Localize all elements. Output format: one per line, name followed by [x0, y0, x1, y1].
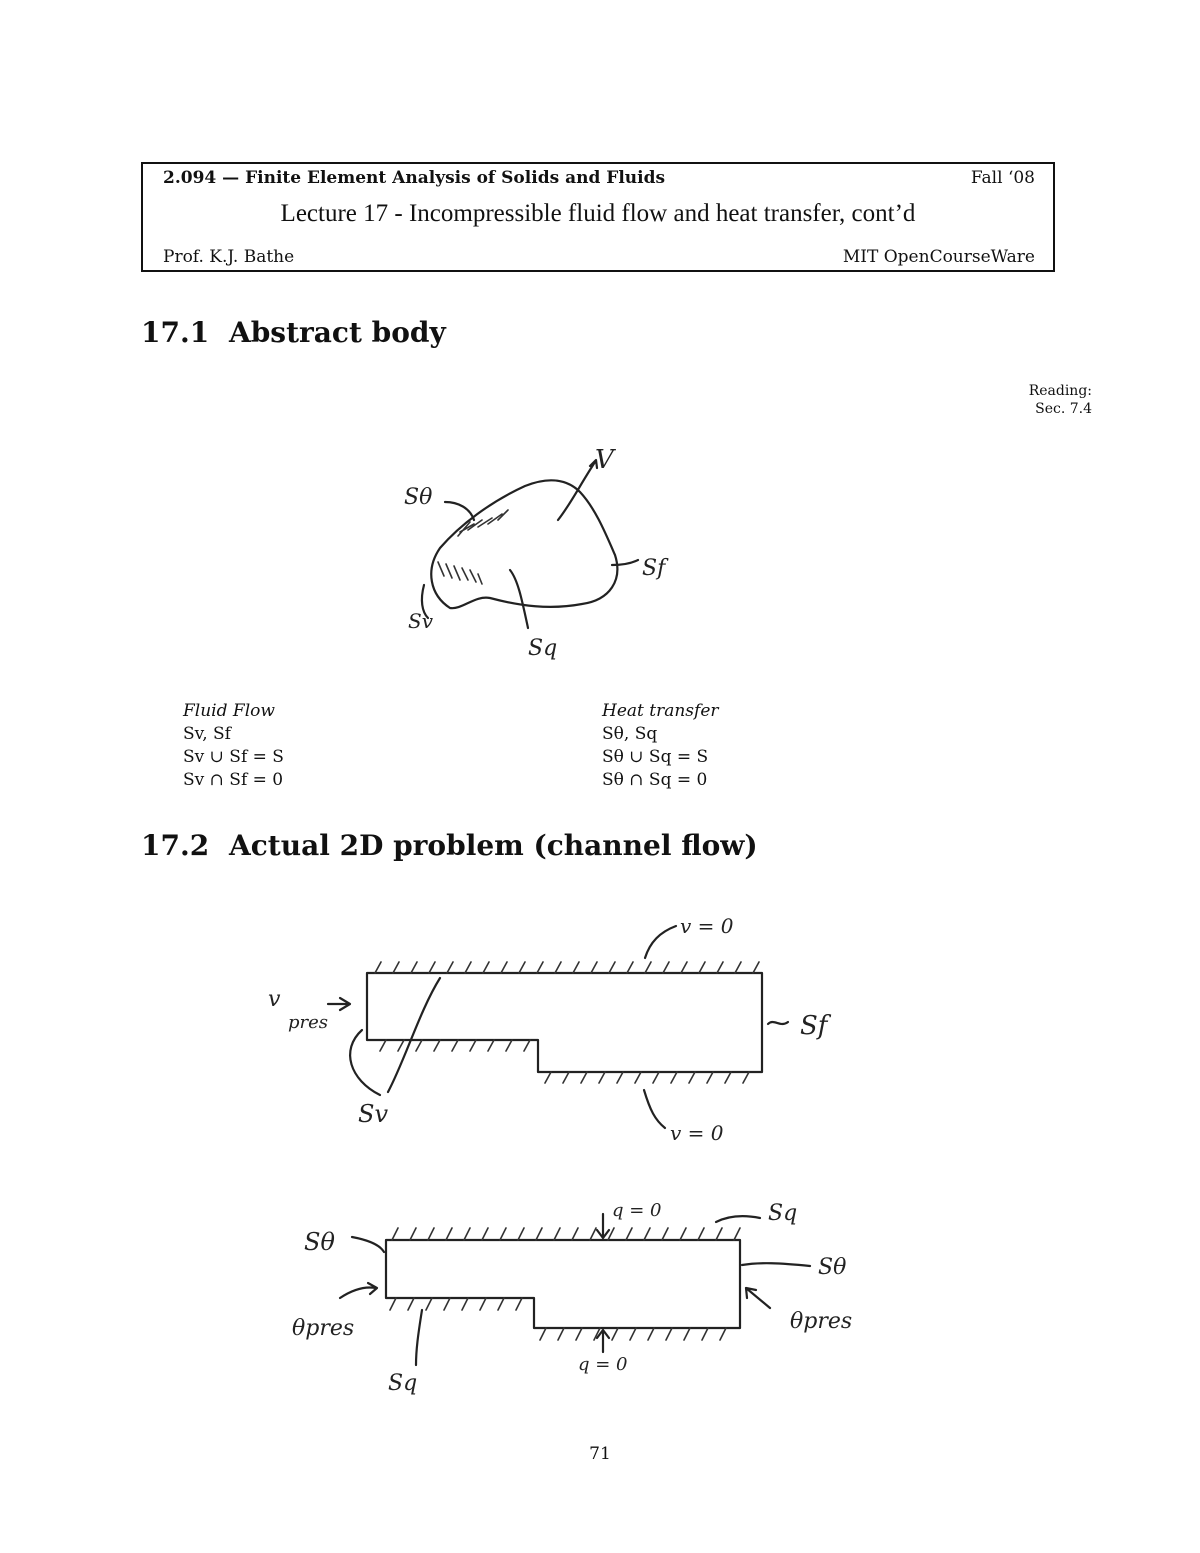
section-title: Actual 2D problem (channel flow) [229, 829, 758, 862]
theta-pres-left-label: θpres [292, 1316, 355, 1341]
v-pres-label: v [268, 987, 281, 1012]
page-number: 71 [589, 1444, 611, 1464]
section-title: Abstract body [229, 316, 446, 349]
s-q-top-label: Sq [768, 1201, 798, 1226]
professor: Prof. K.J. Bathe [163, 247, 295, 267]
fluid-flow-heading: Fluid Flow [183, 701, 275, 721]
v-zero-bottom-label: v = 0 [670, 1121, 724, 1145]
s-theta-right-label: Sθ [818, 1255, 847, 1280]
s-f-label: Sf [800, 1011, 828, 1041]
section-number: 17.2 [141, 829, 210, 862]
s-q-bottom-label: Sq [388, 1371, 418, 1396]
fluid-flow-line: Sv ∪ Sf = S [183, 747, 284, 767]
term: Fall ‘08 [970, 168, 1035, 188]
pres-label: pres [288, 1012, 329, 1033]
abstract-body-figure [390, 440, 690, 680]
course-title: 2.094 — Finite Element Analysis of Solids and Fluids [163, 168, 666, 188]
heat-transfer-figure [240, 1190, 880, 1420]
theta-pres-right-label: θpres [790, 1309, 853, 1334]
fluid-flow-block [183, 700, 284, 792]
heat-transfer-line: Sθ, Sq [602, 724, 658, 744]
heat-transfer-block [602, 700, 719, 792]
heat-transfer-heading: Heat transfer [602, 701, 719, 721]
reading-note [1000, 382, 1092, 418]
reading-label: Reading: [1028, 383, 1092, 399]
section-number: 17.1 [141, 316, 210, 349]
v-zero-top-label: v = 0 [680, 914, 734, 938]
v-label: V [595, 445, 614, 475]
reading-section: Sec. 7.4 [1035, 401, 1092, 417]
lecture-title: Lecture 17 - Incompressible fluid flow and heat transfer, cont’d [280, 200, 916, 227]
heat-transfer-line: Sθ ∪ Sq = S [602, 747, 709, 767]
s-q-label: Sq [528, 636, 558, 661]
s-f-label: Sf [642, 556, 666, 581]
s-v-label: Sv [408, 609, 433, 633]
s-v-label: Sv [358, 1100, 388, 1128]
q-zero-top-label: q = 0 [612, 1200, 662, 1221]
channel-flow-figure [240, 900, 880, 1150]
section-heading-1 [141, 316, 446, 349]
s-theta-label: Sθ [404, 485, 433, 510]
heat-transfer-line: Sθ ∩ Sq = 0 [602, 770, 708, 790]
publisher: MIT OpenCourseWare [842, 247, 1035, 267]
fluid-flow-line: Sv, Sf [183, 724, 231, 744]
fluid-flow-line: Sv ∩ Sf = 0 [183, 770, 284, 790]
q-zero-bottom-label: q = 0 [578, 1354, 628, 1375]
section-heading-2 [141, 829, 758, 862]
lecture-header [141, 162, 1055, 272]
s-theta-left-label: Sθ [304, 1228, 335, 1256]
